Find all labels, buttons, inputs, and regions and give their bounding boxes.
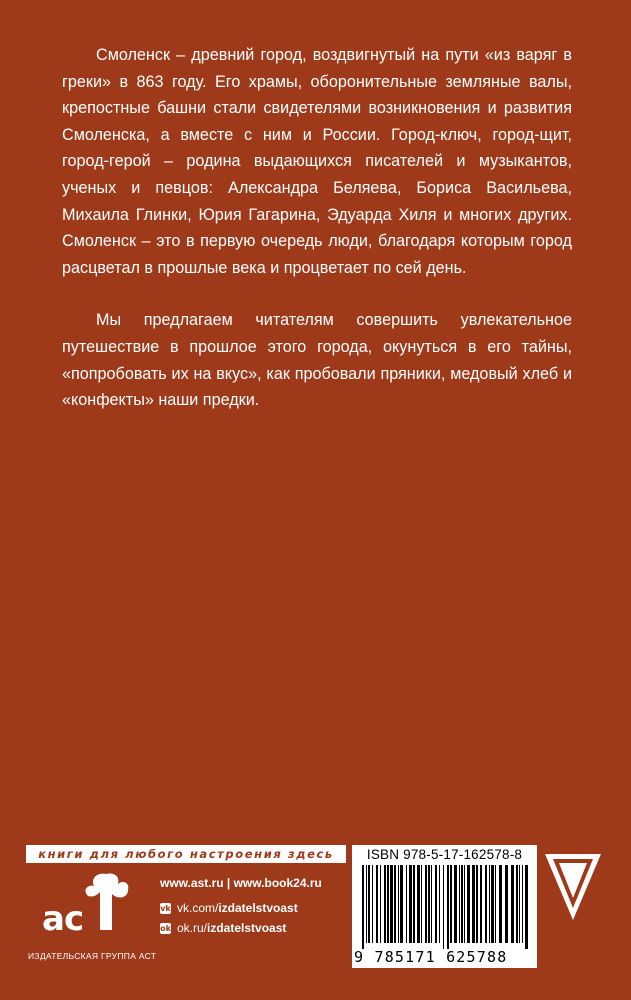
website-links[interactable]: www.ast.ru | www.book24.ru (160, 876, 322, 890)
ast-logo-icon (28, 870, 140, 948)
isbn-number: ISBN 978-5-17-162578-8 (366, 847, 523, 862)
barcode-bar (491, 865, 494, 943)
social-handle: izdatelstvoast (218, 901, 298, 915)
barcode-bar (376, 865, 378, 943)
barcode-bar (495, 865, 496, 943)
barcode-bar (485, 865, 487, 943)
barcode-bar (390, 865, 393, 943)
svg-text:ас: ас (42, 899, 84, 939)
barcode-bar (443, 865, 444, 949)
barcode-bar (459, 865, 460, 943)
social-link-vk[interactable] (160, 900, 322, 916)
barcode-bar (366, 865, 367, 943)
barcode-bar (417, 865, 420, 943)
barcode-bar (525, 865, 528, 949)
barcode-bar (380, 865, 381, 943)
barcode-bar (425, 865, 427, 943)
barcode-bar (472, 865, 475, 943)
barcode-bar (384, 865, 386, 943)
ok-icon: ok (160, 923, 171, 933)
barcode-bar (394, 865, 396, 943)
barcode-bar (387, 865, 389, 943)
barcode-bar (406, 865, 407, 943)
barcode-bar (435, 865, 437, 943)
barcode-bar (476, 865, 478, 943)
barcode-bars (360, 865, 530, 949)
barcode-bar (461, 865, 463, 943)
barcode-bar (398, 865, 399, 943)
barcode-bar (368, 865, 370, 943)
barcode-bar (519, 865, 520, 943)
barcode-bar (454, 865, 457, 943)
blurb (62, 42, 572, 414)
vk-icon: vk (160, 903, 171, 913)
barcode-bar (450, 865, 452, 943)
social-prefix: ok.ru/ (177, 921, 208, 935)
slogan-banner: книги для любого настроения здесь (26, 845, 346, 863)
barcode-bar (421, 865, 422, 943)
isbn-barcode (352, 845, 537, 968)
publisher-group-label: ИЗДАТЕЛЬСКАЯ ГРУППА АСТ (28, 951, 157, 961)
barcode-bar (413, 865, 415, 943)
barcode-bar (372, 865, 373, 943)
ean-digits: 9 785171 625788 (354, 948, 508, 966)
barcode-bar (516, 865, 518, 943)
barcode-bar (511, 865, 514, 943)
social-handle: izdatelstvoast (207, 921, 287, 935)
barcode-bar (447, 865, 449, 949)
barcode-bar (400, 865, 403, 943)
blurb-paragraph-2: Мы предлагаем читателям совершить увлекательное путешествие в прошлое этого города, окунуться в его тайны, «попробовать их на вкус», как пробовали пряники, медовый хлеб и «конфекты» наши предки. (62, 311, 572, 410)
publisher-links (160, 876, 322, 940)
social-link-ok[interactable] (160, 920, 322, 936)
barcode-bar (409, 865, 412, 943)
barcode-bar (467, 865, 470, 943)
barcode-bar (362, 865, 364, 949)
barcode-bar (480, 865, 482, 943)
age-rating-v-icon (543, 852, 603, 922)
barcode-bar (489, 865, 490, 943)
barcode-bar (439, 865, 440, 943)
barcode-bar (522, 865, 523, 943)
barcode-bar (428, 865, 430, 943)
barcode-bar (464, 865, 465, 943)
barcode-bar (505, 865, 508, 943)
social-prefix: vk.com/ (177, 901, 219, 915)
blurb-paragraph-1: Смоленск – древний город, воздвигнутый на пути «из варяг в греки» в 863 году. Его храмы, оборонительные земляные валы, крепостные башни стали свидетелями возникновения и развития Смоленска, а вместе с ним и России. Город-ключ, город-щит, город-герой – родина выдающихся писателей и музыкантов, ученых и певцов: Александра Беляева, Бориса Васильева, Михаила Глинки, Юрия Гагарина, Эдуарда Хиля и многих других. Смоленск – это в первую очередь люди, благодаря которым город расцветал в прошлые века и процветает по сей день. (62, 46, 572, 277)
barcode-bar (431, 865, 432, 943)
barcode-bar (499, 865, 502, 943)
